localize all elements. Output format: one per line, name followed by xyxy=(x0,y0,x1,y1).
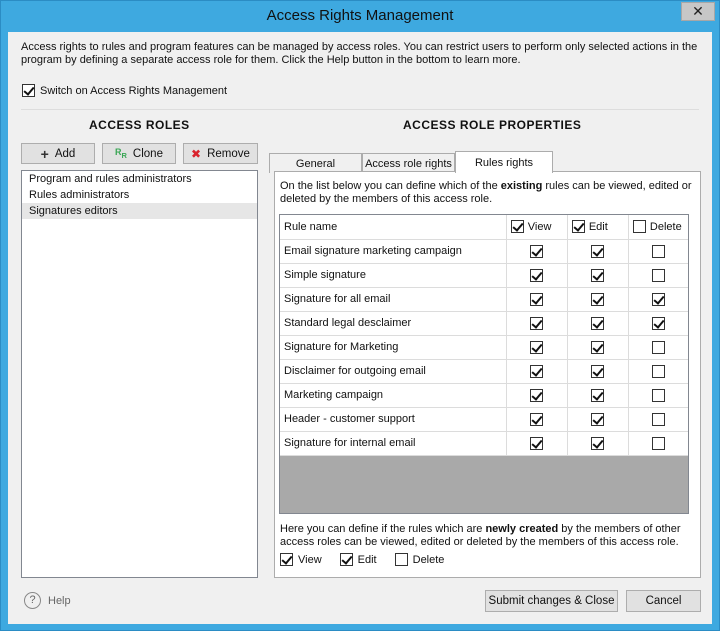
window-title: Access Rights Management xyxy=(266,7,454,24)
delete-checkbox[interactable] xyxy=(652,365,665,378)
rule-name: Signature for all email xyxy=(280,287,506,311)
view-cell xyxy=(506,239,567,263)
role-item[interactable]: Rules administrators xyxy=(29,189,130,201)
view-header: View xyxy=(527,220,552,233)
view-cell xyxy=(506,263,567,287)
edit-checkbox[interactable] xyxy=(591,317,604,330)
submit-label: Submit changes & Close xyxy=(488,595,615,607)
new-delete-checkbox[interactable] xyxy=(395,553,408,566)
role-item[interactable]: Signatures editors xyxy=(22,203,257,219)
cancel-button[interactable] xyxy=(626,590,701,612)
clone-icon: $R_R$ xyxy=(115,146,127,160)
role-item[interactable]: Program and rules administrators xyxy=(29,173,192,185)
tab-access-role-rights[interactable]: Access role rights xyxy=(362,153,455,173)
rule-row[interactable] xyxy=(280,407,689,431)
delete-cell xyxy=(628,239,689,263)
edit-checkbox[interactable] xyxy=(591,269,604,282)
delete-header: Delete xyxy=(649,220,682,233)
rule-row[interactable] xyxy=(280,383,689,407)
add-role-button[interactable] xyxy=(21,143,95,164)
edit-cell xyxy=(567,239,628,263)
add-label: Add xyxy=(54,147,76,160)
rule-name: Simple signature xyxy=(280,263,506,287)
view-checkbox[interactable] xyxy=(530,413,543,426)
tab-rules-rights[interactable]: Rules rights xyxy=(455,151,553,173)
rule-name: Header - customer support xyxy=(280,407,506,431)
view-checkbox[interactable] xyxy=(530,389,543,402)
delete-checkbox[interactable] xyxy=(652,389,665,402)
delete-cell xyxy=(628,407,689,431)
delete-cell xyxy=(628,263,689,287)
view-checkbox[interactable] xyxy=(530,341,543,354)
clone-role-button[interactable] xyxy=(102,143,176,164)
edit-checkbox[interactable] xyxy=(591,341,604,354)
edit-cell xyxy=(567,431,628,455)
rule-name-header[interactable]: Rule name xyxy=(280,215,506,239)
view-cell xyxy=(506,407,567,431)
access-role-properties-title: ACCESS ROLE PROPERTIES xyxy=(403,118,582,132)
edit-cell xyxy=(567,311,628,335)
new-view-checkbox[interactable] xyxy=(280,553,293,566)
delete-checkbox[interactable] xyxy=(652,293,665,306)
rule-name: Disclaimer for outgoing email xyxy=(280,359,506,383)
edit-checkbox[interactable] xyxy=(591,437,604,450)
rule-row[interactable] xyxy=(280,359,689,383)
view-checkbox[interactable] xyxy=(530,245,543,258)
view-cell xyxy=(506,311,567,335)
access-roles-list[interactable] xyxy=(21,170,258,578)
rules-grid xyxy=(279,214,689,514)
remove-label: Remove xyxy=(207,147,250,160)
new-rules-options xyxy=(280,553,462,566)
rule-name: Email signature marketing campaign xyxy=(280,239,506,263)
grid-header-row xyxy=(280,215,689,239)
edit-checkbox[interactable] xyxy=(591,245,604,258)
delete-checkbox[interactable] xyxy=(652,413,665,426)
title-bar[interactable] xyxy=(1,1,719,32)
new-view-option[interactable] xyxy=(280,553,322,566)
switch-on-access-rights[interactable] xyxy=(22,84,227,97)
delete-checkbox[interactable] xyxy=(652,269,665,282)
delete-cell xyxy=(628,431,689,455)
help-link[interactable] xyxy=(24,592,71,609)
clone-label: Clone xyxy=(132,147,163,160)
rule-name: Marketing campaign xyxy=(280,383,506,407)
delete-all-checkbox[interactable] xyxy=(633,220,646,233)
divider xyxy=(21,109,699,110)
submit-close-button[interactable] xyxy=(485,590,618,612)
rule-name: Signature for Marketing xyxy=(280,335,506,359)
intro-text: Access rights to rules and program features can be managed by access roles. You can restrict users to perform only selected actions in the program by defining a separate access role for them. Click the Help button in the bottom to learn more. xyxy=(21,41,698,66)
rule-row[interactable] xyxy=(280,335,689,359)
existing-rules-description: On the list below you can define which of the existing rules can be viewed, edited or deleted by the members of this access role. xyxy=(280,180,692,205)
edit-cell xyxy=(567,335,628,359)
delete-checkbox[interactable] xyxy=(652,437,665,450)
rule-row[interactable] xyxy=(280,263,689,287)
delete-checkbox[interactable] xyxy=(652,245,665,258)
edit-cell xyxy=(567,359,628,383)
new-edit-option[interactable] xyxy=(340,553,377,566)
edit-cell xyxy=(567,383,628,407)
delete-checkbox[interactable] xyxy=(652,317,665,330)
close-icon: ✕ xyxy=(692,3,704,19)
rule-name: Standard legal desclaimer xyxy=(280,311,506,335)
rules-rights-panel xyxy=(274,171,701,578)
view-cell xyxy=(506,431,567,455)
edit-cell xyxy=(567,407,628,431)
access-roles-title: ACCESS ROLES xyxy=(89,118,190,132)
rule-row[interactable] xyxy=(280,431,689,455)
edit-checkbox[interactable] xyxy=(591,389,604,402)
new-view-label: View xyxy=(298,553,322,566)
edit-checkbox[interactable] xyxy=(591,293,604,306)
view-checkbox[interactable] xyxy=(530,365,543,378)
rule-row[interactable] xyxy=(280,287,689,311)
switch-label: Switch on Access Rights Management xyxy=(40,84,228,97)
edit-checkbox[interactable] xyxy=(591,413,604,426)
new-rules-description: Here you can define if the rules which are newly created by the members of other access roles can be viewed, edited or deleted by the members of this access role. xyxy=(280,523,681,548)
new-delete-label: Delete xyxy=(412,553,445,566)
rule-name: Signature for internal email xyxy=(280,431,506,455)
delete-checkbox[interactable] xyxy=(652,341,665,354)
cancel-label: Cancel xyxy=(645,595,682,607)
view-cell xyxy=(506,287,567,311)
delete-cell xyxy=(628,359,689,383)
dialog-body xyxy=(8,32,712,624)
view-cell xyxy=(506,383,567,407)
delete-cell xyxy=(628,383,689,407)
edit-cell xyxy=(567,263,628,287)
view-checkbox[interactable] xyxy=(530,269,543,282)
edit-cell xyxy=(567,287,628,311)
help-label: Help xyxy=(48,594,71,607)
switch-checkbox[interactable] xyxy=(22,84,35,97)
rule-row[interactable] xyxy=(280,239,689,263)
edit-all-checkbox[interactable] xyxy=(572,220,585,233)
delete-cell xyxy=(628,311,689,335)
remove-role-button[interactable] xyxy=(183,143,258,164)
delete-cell xyxy=(628,335,689,359)
tab-general[interactable]: General xyxy=(269,153,362,173)
view-all-checkbox[interactable] xyxy=(511,220,524,233)
new-edit-checkbox[interactable] xyxy=(340,553,353,566)
new-delete-option[interactable] xyxy=(395,553,445,566)
view-checkbox[interactable] xyxy=(530,437,543,450)
remove-x-icon: ✖ xyxy=(191,146,202,161)
plus-icon: + xyxy=(40,145,49,162)
view-checkbox[interactable] xyxy=(530,317,543,330)
rule-row[interactable] xyxy=(280,311,689,335)
edit-header: Edit xyxy=(588,220,608,233)
close-button[interactable] xyxy=(681,2,715,21)
view-cell xyxy=(506,359,567,383)
view-checkbox[interactable] xyxy=(530,293,543,306)
view-cell xyxy=(506,335,567,359)
new-edit-label: Edit xyxy=(357,553,377,566)
edit-checkbox[interactable] xyxy=(591,365,604,378)
help-icon: ? xyxy=(24,592,41,609)
delete-cell xyxy=(628,287,689,311)
